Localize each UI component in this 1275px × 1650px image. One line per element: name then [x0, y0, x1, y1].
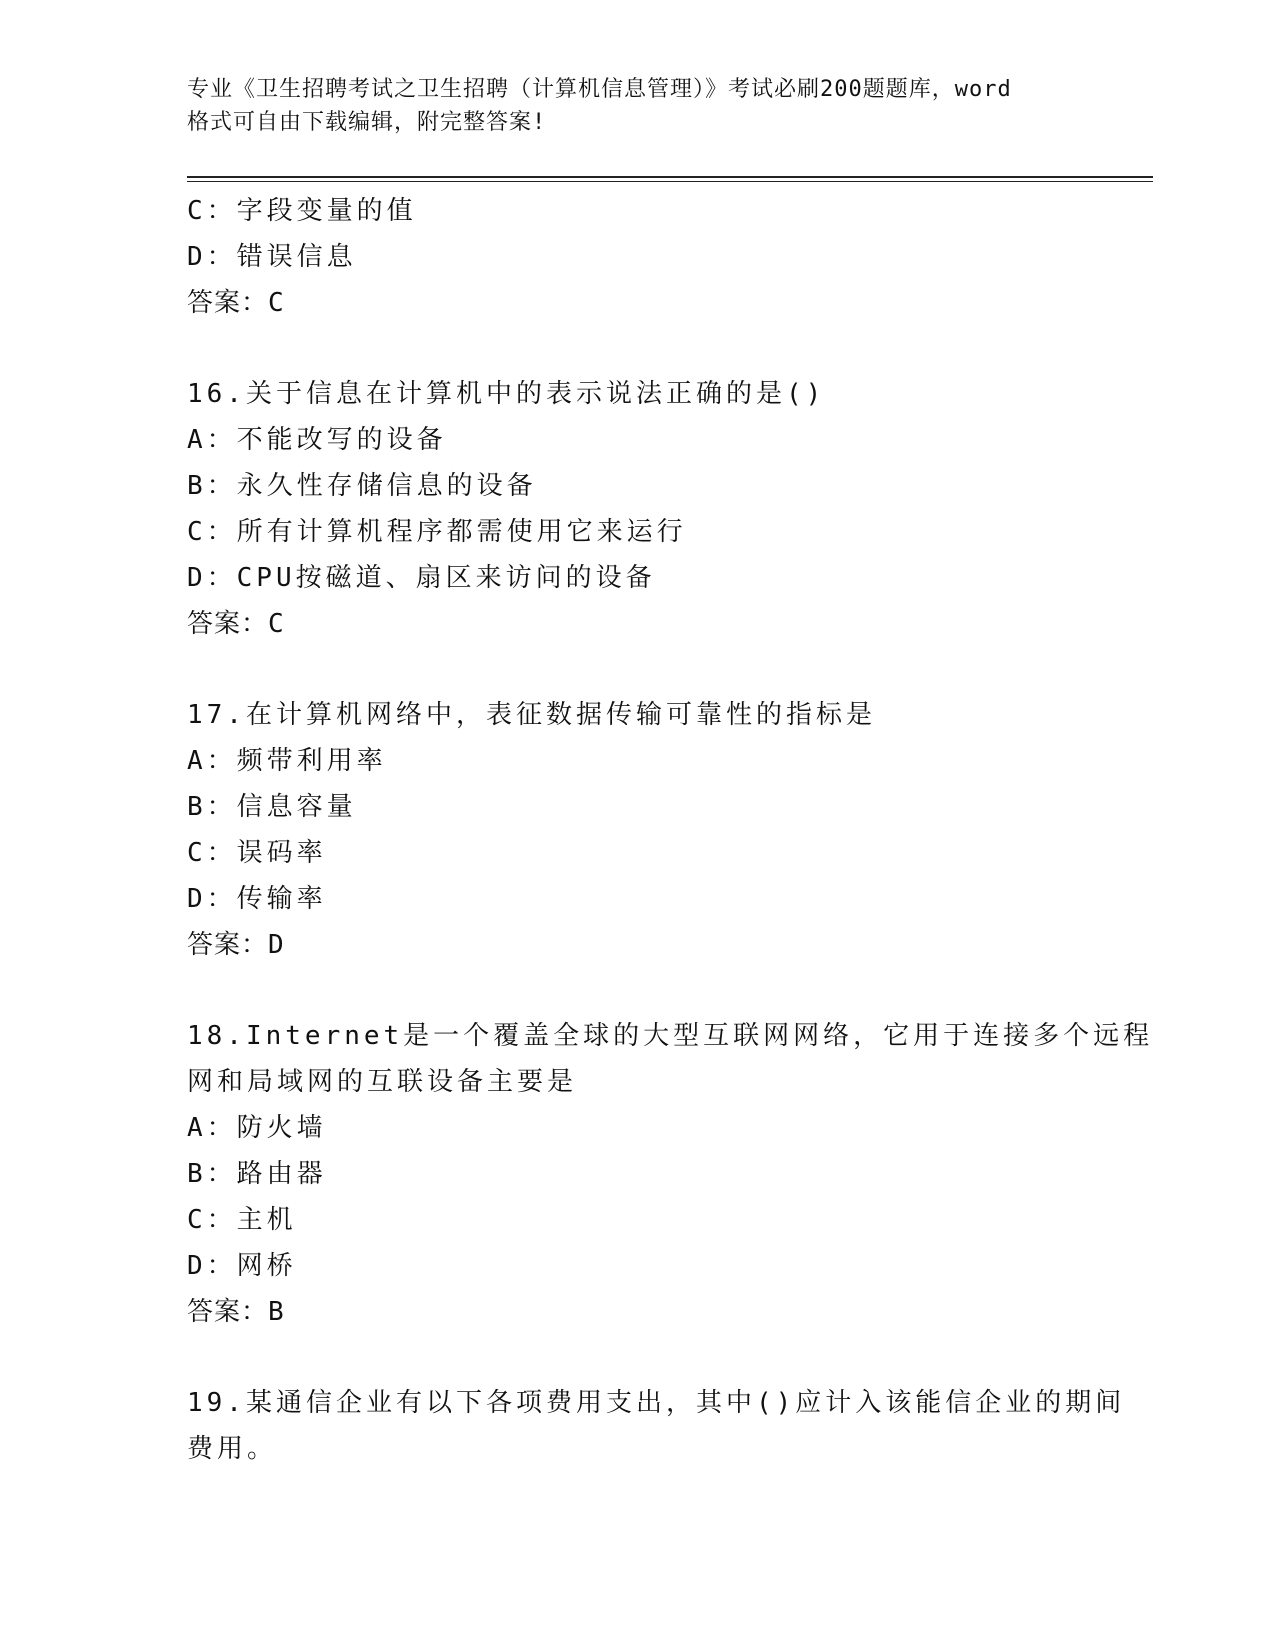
- option-d: D：CPU按磁道、扇区来访问的设备: [187, 563, 656, 593]
- option-b: B：路由器: [187, 1159, 327, 1189]
- question-text-line-1: 19.某通信企业有以下各项费用支出，其中()应计入该能信企业的期间: [187, 1388, 1126, 1418]
- question-17: [187, 692, 1087, 968]
- question-16: [187, 371, 1087, 647]
- question-15-tail: [187, 188, 1087, 326]
- answer-line: 答案：C: [187, 609, 285, 639]
- option-d: D：错误信息: [187, 242, 357, 272]
- document-header: [187, 73, 1087, 139]
- header-rule-thin: [187, 181, 1153, 182]
- question-text: 16.关于信息在计算机中的表示说法正确的是(): [187, 379, 826, 409]
- option-c: C：所有计算机程序都需使用它来运行: [187, 517, 687, 547]
- option-a: A：不能改写的设备: [187, 425, 447, 455]
- option-a: A：防火墙: [187, 1113, 327, 1143]
- header-line-2: 格式可自由下载编辑，附完整答案!: [187, 110, 547, 135]
- question-19: [187, 1380, 1126, 1472]
- answer-line: 答案：B: [187, 1297, 285, 1327]
- question-text: 17.在计算机网络中，表征数据传输可靠性的指标是: [187, 700, 876, 730]
- question-list: [187, 188, 1154, 1472]
- option-b: B：信息容量: [187, 792, 357, 822]
- header-line-1: 专业《卫生招聘考试之卫生招聘（计算机信息管理）》考试必刷200题题库，word: [187, 77, 1012, 102]
- question-18: [187, 1013, 1154, 1335]
- option-d: D：网桥: [187, 1251, 297, 1281]
- header-rule-thick: [187, 176, 1153, 178]
- option-d: D：传输率: [187, 884, 327, 914]
- option-c: C：误码率: [187, 838, 327, 868]
- option-c: C：字段变量的值: [187, 196, 417, 226]
- question-text-line-2: 网和局域网的互联设备主要是: [187, 1067, 578, 1097]
- question-text-line-2: 费用。: [187, 1434, 278, 1464]
- option-b: B：永久性存储信息的设备: [187, 471, 537, 501]
- answer-line: 答案：D: [187, 930, 285, 960]
- option-a: A：频带利用率: [187, 746, 387, 776]
- question-text-line-1: 18.Internet是一个覆盖全球的大型互联网网络，它用于连接多个远程: [187, 1021, 1154, 1051]
- answer-line: 答案：C: [187, 288, 285, 318]
- option-c: C：主机: [187, 1205, 297, 1235]
